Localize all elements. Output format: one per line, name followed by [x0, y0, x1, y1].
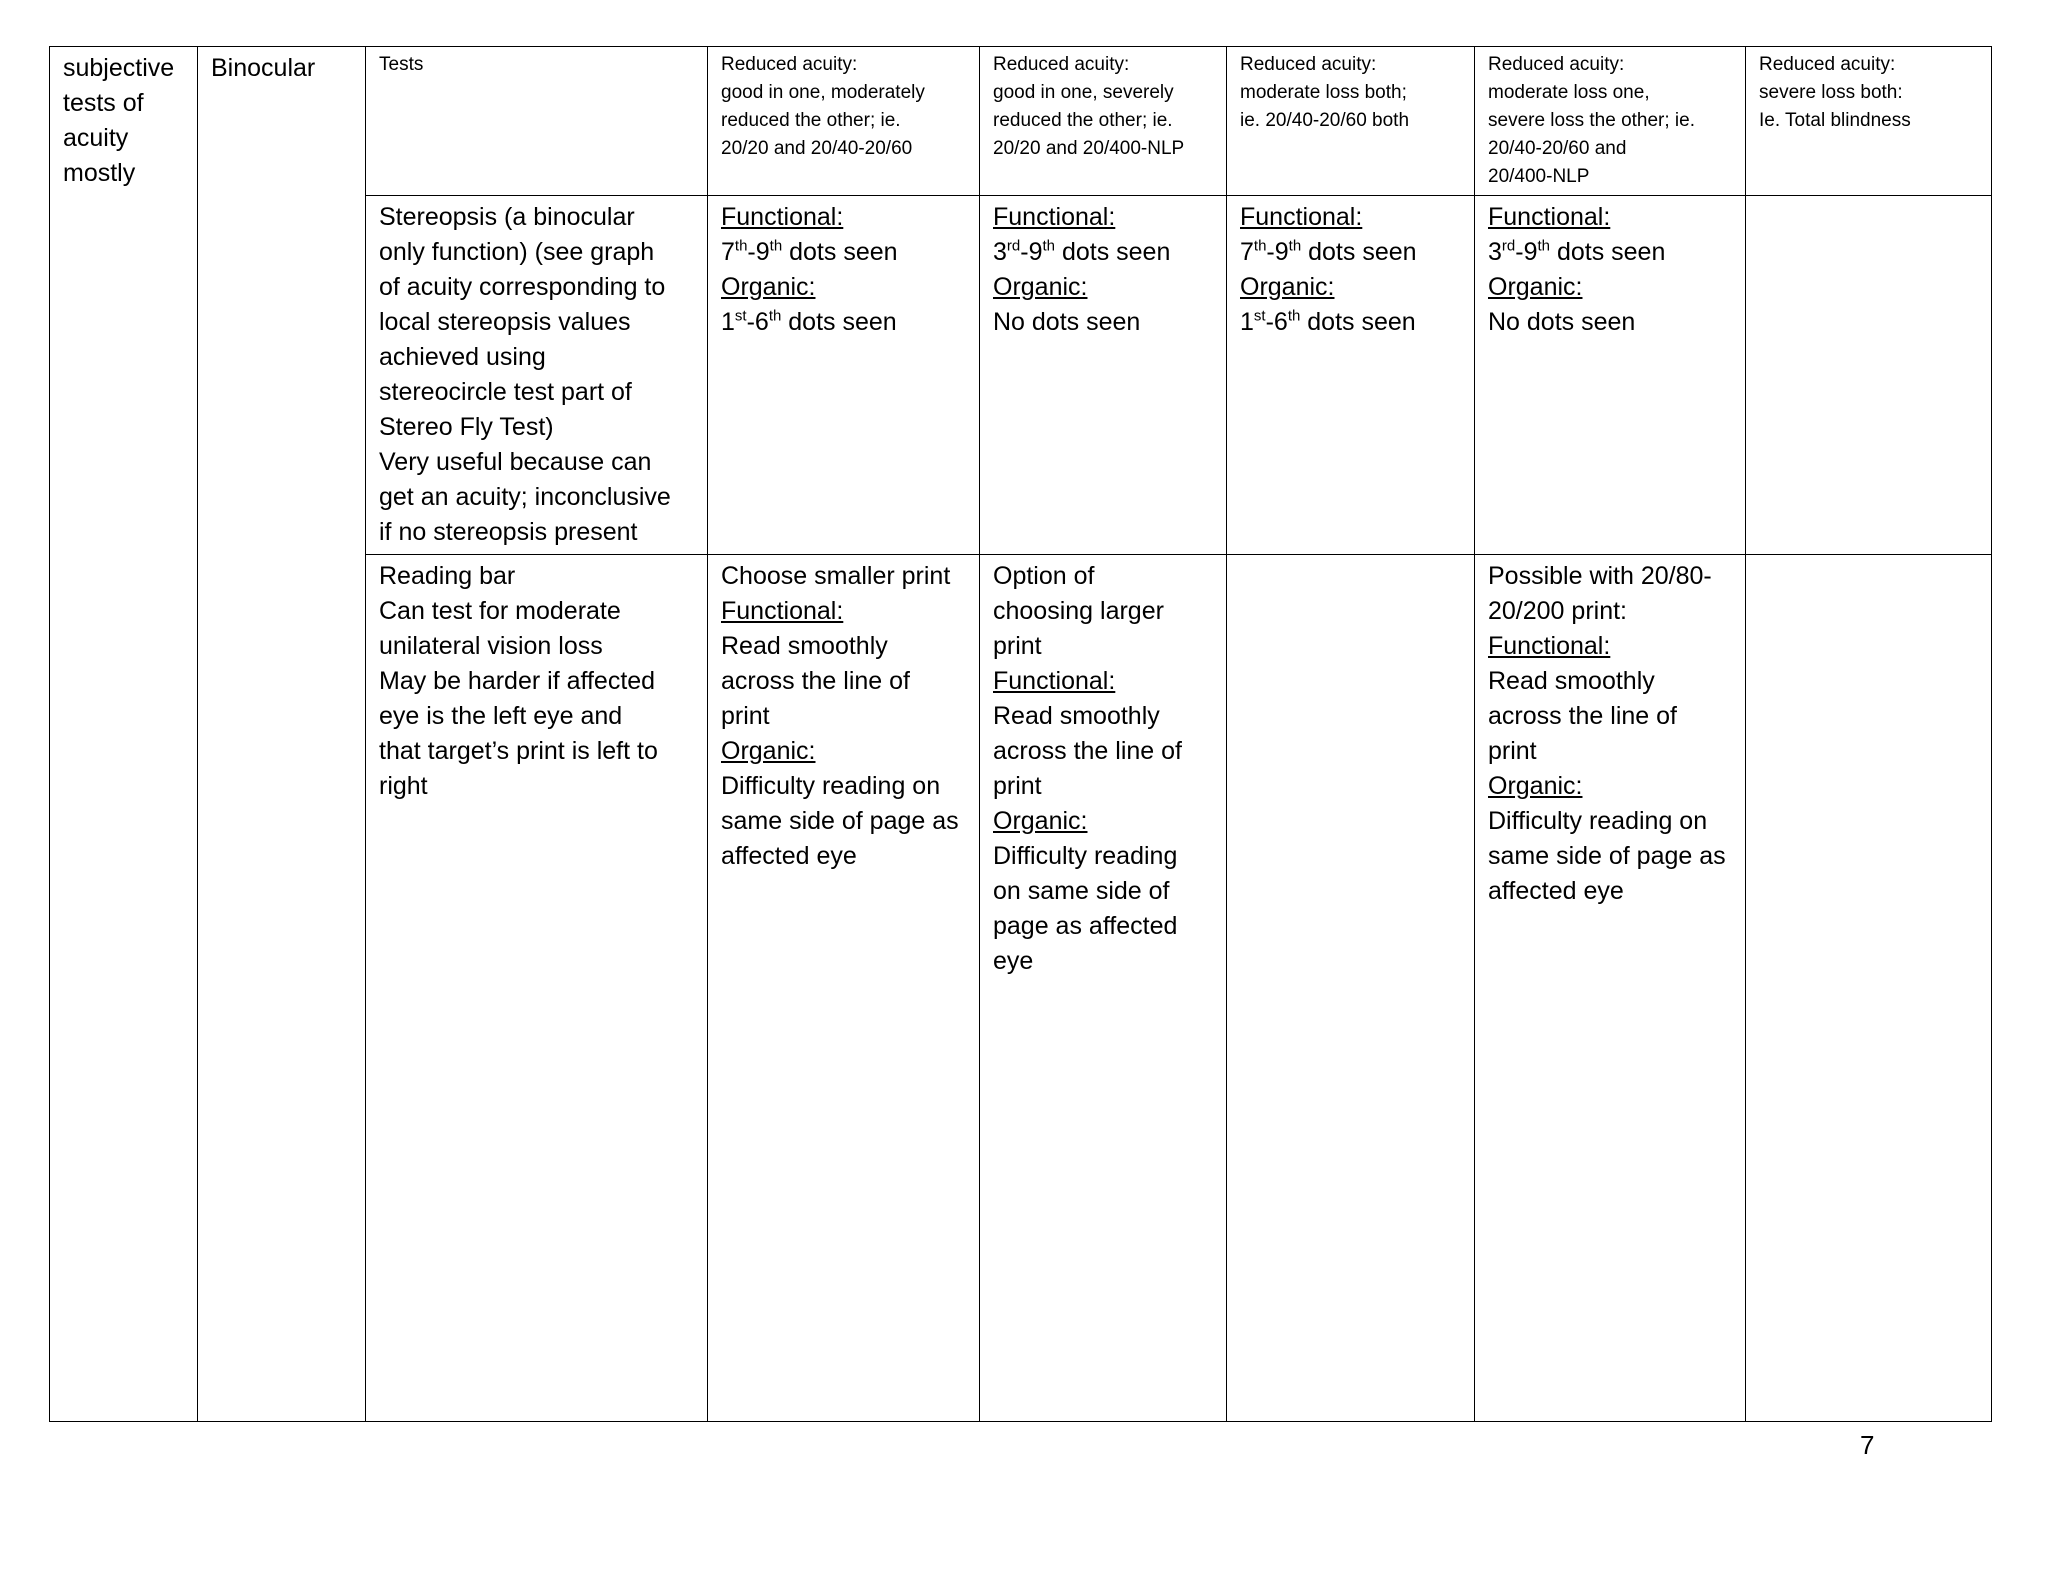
header-line: Reduced acuity: — [1759, 54, 1896, 75]
reading-col1 — [708, 555, 980, 1422]
header-col5 — [1746, 47, 1992, 196]
organic-line: same side of page as — [1488, 842, 1726, 870]
header-line: good in one, moderately — [721, 82, 925, 103]
side-label-line: tests of — [63, 89, 144, 117]
functional-line: across the line of — [1488, 702, 1677, 730]
reading-intro: choosing larger — [993, 597, 1164, 625]
header-line: severe loss both: — [1759, 82, 1903, 103]
functional-label: Functional: — [721, 597, 844, 625]
functional-label: Functional: — [1240, 203, 1363, 231]
organic-line: Difficulty reading — [993, 842, 1178, 870]
test-line: right — [379, 772, 428, 800]
organic-line: on same side of — [993, 877, 1170, 905]
reading-intro: 20/200 print: — [1488, 597, 1627, 625]
header-line: 20/400-NLP — [1488, 166, 1590, 187]
test-line: May be harder if affected — [379, 667, 656, 695]
functional-line: across the line of — [721, 667, 910, 695]
organic-line: Difficulty reading on — [721, 772, 941, 800]
header-line: reduced the other; ie. — [993, 110, 1173, 131]
organic-label: Organic: — [993, 273, 1088, 301]
functional-line: print — [1488, 737, 1537, 765]
header-line: 20/20 and 20/400-NLP — [993, 138, 1185, 159]
organic-result: 1st-6th dots seen — [1240, 307, 1416, 336]
functional-line: print — [993, 772, 1042, 800]
test-line: Stereopsis (a binocular — [379, 203, 635, 231]
organic-result: 1st-6th dots seen — [721, 307, 897, 336]
header-line: good in one, severely — [993, 82, 1174, 103]
test-line: Very useful because can — [379, 448, 652, 476]
organic-label: Organic: — [993, 807, 1088, 835]
functional-result: 3rd-9th dots seen — [1488, 237, 1666, 266]
acuity-tests-table — [49, 46, 1992, 1422]
header-col1 — [708, 47, 980, 196]
functional-result: 7th-9th dots seen — [721, 237, 898, 266]
header-col4 — [1475, 47, 1746, 196]
header-tests — [366, 47, 708, 196]
functional-label: Functional: — [993, 667, 1116, 695]
header-line: 20/20 and 20/40-20/60 — [721, 138, 913, 159]
stereopsis-col2 — [980, 196, 1227, 555]
page-number: 7 — [1860, 1430, 1875, 1460]
organic-label: Organic: — [1240, 273, 1335, 301]
stereopsis-col3 — [1227, 196, 1475, 555]
functional-label: Functional: — [1488, 203, 1611, 231]
header-line: 20/40-20/60 and — [1488, 138, 1627, 159]
organic-line: affected eye — [721, 842, 857, 870]
header-line: severe loss the other; ie. — [1488, 110, 1695, 131]
functional-line: Read smoothly — [721, 632, 888, 660]
reading-col3 — [1227, 555, 1475, 1422]
header-line: moderate loss one, — [1488, 82, 1650, 103]
functional-line: Read smoothly — [993, 702, 1160, 730]
test-line: eye is the left eye and — [379, 702, 623, 730]
header-line: moderate loss both; — [1240, 82, 1407, 103]
header-col2 — [980, 47, 1227, 196]
organic-line: eye — [993, 947, 1034, 975]
stereopsis-test-cell — [366, 196, 708, 555]
reading-col2 — [980, 555, 1227, 1422]
test-line: only function) (see graph — [379, 238, 655, 266]
side-label-line: mostly — [63, 159, 136, 187]
organic-line: affected eye — [1488, 877, 1624, 905]
test-line: unilateral vision loss — [379, 632, 603, 660]
functional-label: Functional: — [993, 203, 1116, 231]
test-line: achieved using — [379, 343, 546, 371]
header-row — [50, 47, 1992, 196]
functional-label: Functional: — [1488, 632, 1611, 660]
functional-line: across the line of — [993, 737, 1182, 765]
organic-label: Organic: — [1488, 772, 1583, 800]
organic-result: No dots seen — [1488, 308, 1636, 336]
functional-result: 7th-9th dots seen — [1240, 237, 1417, 266]
reading-intro: print — [993, 632, 1042, 660]
header-line: ie. 20/40-20/60 both — [1240, 110, 1410, 131]
test-line: Reading bar — [379, 562, 516, 590]
test-line: stereocircle test part of — [379, 378, 632, 406]
reading-intro: Possible with 20/80- — [1488, 562, 1712, 590]
side-label-line: subjective — [63, 54, 175, 82]
functional-label: Functional: — [721, 203, 844, 231]
header-line: Ie. Total blindness — [1759, 110, 1911, 131]
organic-label: Organic: — [1488, 273, 1583, 301]
reading-col4 — [1475, 555, 1746, 1422]
test-line: Stereo Fly Test) — [379, 413, 554, 441]
reading-test-cell — [366, 555, 708, 1422]
functional-line: print — [721, 702, 770, 730]
header-line: Reduced acuity: — [721, 54, 858, 75]
organic-label: Organic: — [721, 737, 816, 765]
reading-intro: Choose smaller print — [721, 562, 951, 590]
test-line: get an acuity; inconclusive — [379, 483, 671, 511]
functional-result: 3rd-9th dots seen — [993, 237, 1171, 266]
test-line: of acuity corresponding to — [379, 273, 666, 301]
header-line: Reduced acuity: — [993, 54, 1130, 75]
category-label: Binocular — [211, 54, 316, 82]
organic-result: No dots seen — [993, 308, 1141, 336]
organic-label: Organic: — [721, 273, 816, 301]
organic-line: page as affected — [993, 912, 1178, 940]
side-label-cell — [50, 47, 198, 1422]
header-tests-label: Tests — [379, 54, 424, 75]
header-line: reduced the other; ie. — [721, 110, 901, 131]
test-line: Can test for moderate — [379, 597, 621, 625]
header-line: Reduced acuity: — [1488, 54, 1625, 75]
test-line: local stereopsis values — [379, 308, 631, 336]
header-col3 — [1227, 47, 1475, 196]
test-line: if no stereopsis present — [379, 518, 638, 546]
header-line: Reduced acuity: — [1240, 54, 1377, 75]
organic-line: same side of page as — [721, 807, 959, 835]
stereopsis-col4 — [1475, 196, 1746, 555]
side-label-line: acuity — [63, 124, 129, 152]
organic-line: Difficulty reading on — [1488, 807, 1708, 835]
stereopsis-col5 — [1746, 196, 1992, 555]
test-line: that target’s print is left to — [379, 737, 658, 765]
reading-col5 — [1746, 555, 1992, 1422]
functional-line: Read smoothly — [1488, 667, 1655, 695]
reading-intro: Option of — [993, 562, 1095, 590]
stereopsis-col1 — [708, 196, 980, 555]
category-cell — [198, 47, 366, 1422]
